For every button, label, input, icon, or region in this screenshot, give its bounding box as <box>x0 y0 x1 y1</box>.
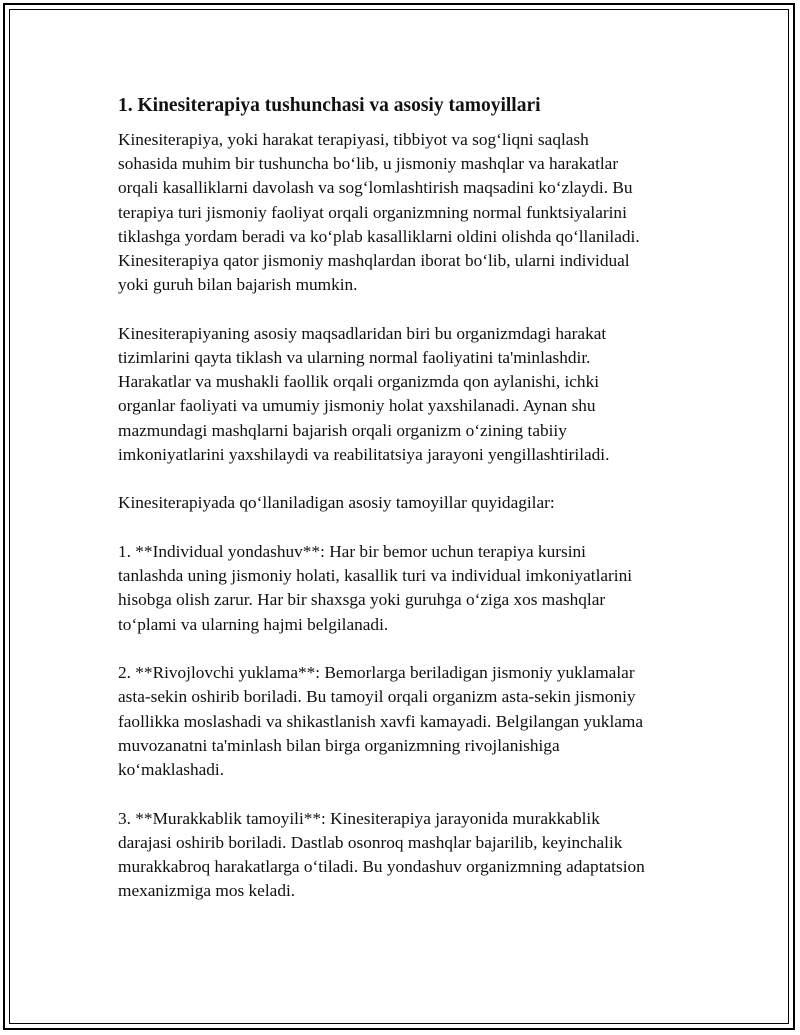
text-line: Kinesiterapiya, yoki harakat terapiyasi, tibbiyot va sog‘liqni saqlash <box>118 130 589 149</box>
document-body <box>118 92 688 928</box>
text-line: Kinesiterapiya qator jismoniy mashqlardan iborat bo‘lib, ularni individual <box>118 251 630 271</box>
text-line: asta-sekin oshirib boriladi. Bu tamoyil orqali organizm asta-sekin jismoniy <box>118 687 636 707</box>
text-line: orqali kasalliklarni davolash va sog‘lomlashtirish maqsadini ko‘zlaydi. Bu <box>118 178 633 198</box>
text-line: organlar faoliyati va umumiy jismoniy holat yaxshilanadi. Aynan shu <box>118 396 596 416</box>
text-line: 2. **Rivojlovchi yuklama**: Bemorlarga beriladigan jismoniy yuklamalar <box>118 663 635 683</box>
paragraph-principles-intro <box>118 491 688 515</box>
text-line: Kinesiterapiyaning asosiy maqsadlaridan biri bu organizmdagi harakat <box>118 323 607 343</box>
text-line: hisobga olish zarur. Har bir shaxsga yoki guruhga o‘ziga xos mashqlar <box>118 590 606 610</box>
text-line: mazmundagi mashqlarni bajarish orqali organizm o‘zining tabiiy <box>118 420 567 440</box>
text-line: mexanizmiga mos keladi. <box>118 881 296 901</box>
text-line: muvozanatni ta'minlash bilan birga organizmning rivojlanishiga <box>118 735 560 755</box>
text-line: yoki guruh bilan bajarish mumkin. <box>118 275 358 295</box>
text-line: faollikka moslashadi va shikastlanish xavfi kamayadi. Belgilangan yuklama <box>118 711 644 731</box>
text-line: imkoniyatlarini yaxshilaydi va reabilitatsiya jarayoni yengillashtiriladi. <box>118 444 610 464</box>
list-item-progressive-load <box>118 661 688 782</box>
text-line: Harakatlar va mushakli faollik orqali organizmda qon aylanishi, ichki <box>118 372 600 392</box>
text-line: ko‘maklashadi. <box>118 760 225 780</box>
text-line: terapiya turi jismoniy faoliyat orqali organizmning normal funktsiyalarini <box>118 202 627 222</box>
text-line: 3. **Murakkablik tamoyili**: Kinesiterapiya jarayonida murakkablik <box>118 808 600 828</box>
paragraph-goals <box>118 322 688 467</box>
text-line: Kinesiterapiyada qo‘llaniladigan asosiy tamoyillar quyidagilar: <box>118 493 555 513</box>
text-line: sohasida muhim bir tushuncha bo‘lib, u jismoniy mashqlar va harakatlar <box>118 154 619 174</box>
section-heading: 1. Kinesiterapiya tushunchasi va asosiy tamoyillari <box>118 95 541 116</box>
text-line: tiklashga yordam beradi va ko‘plab kasalliklarni oldini olishda qo‘llaniladi. <box>118 226 640 246</box>
list-item-individual-approach <box>118 540 688 637</box>
text-line: 1. **Individual yondashuv**: Har bir bemor uchun terapiya kursini <box>118 542 586 562</box>
text-line: tanlashda uning jismoniy holati, kasallik turi va individual imkoniyatlarini <box>118 566 633 586</box>
list-item-complexity-principle <box>118 807 688 904</box>
text-line: darajasi oshirib boriladi. Dastlab osonroq mashqlar bajarilib, keyinchalik <box>118 832 623 852</box>
text-line: tizimlarini qayta tiklash va ularning normal faoliyatini ta'minlashdir. <box>118 348 591 368</box>
text-line: to‘plami va ularning hajmi belgilanadi. <box>118 614 389 634</box>
paragraph-intro <box>118 128 688 297</box>
text-line: murakkabroq harakatlarga o‘tiladi. Bu yondashuv organizmning adaptatsion <box>118 857 645 877</box>
